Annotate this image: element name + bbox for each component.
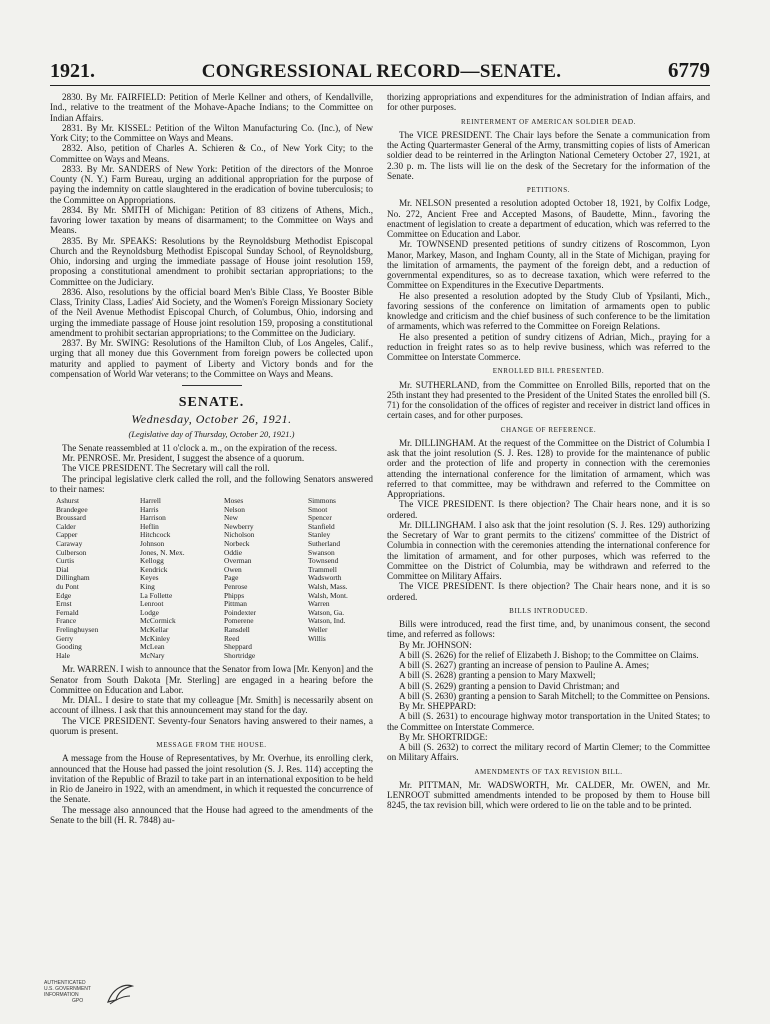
legislative-day: (Legislative day of Thursday, October 20, 1921.) xyxy=(128,428,295,439)
section-heading: PETITIONS. xyxy=(526,186,571,194)
record-page xyxy=(50,58,710,825)
senator-name: Spencer xyxy=(308,513,332,523)
senator-name: Oddie xyxy=(224,547,243,557)
senator-name: du Pont xyxy=(56,581,79,591)
paragraph: 2837. By Mr. SWING: Resolutions of the Hamilton Club, of Los Angeles, Calif., urging that all money due this Government from foreign powers be collected upon maturity and applied to payment of Liberty and Victory bonds and for the compensation of World War veterans; to the Committee on Ways and Means. xyxy=(50,338,373,379)
senator-name: McKellar xyxy=(140,624,169,634)
paragraph: A bill (S. 2632) to correct the military record of Martin Clemer; to the Committee on Military Affairs. xyxy=(387,742,710,763)
session-date: Wednesday, October 26, 1921. xyxy=(131,412,292,427)
seal-line: INFORMATION xyxy=(44,992,79,998)
senator-name: Dial xyxy=(56,564,69,574)
paragraph: Mr. DILLINGHAM. I also ask that the joint resolution (S. J. Res. 129) authorizing the Secretary of War to grant permits to the citizens' committee of the District of Columbia in connection with the ceremonies attending the international conference for the limitation of armament, and for other purposes, which was referred to the Committee on the District of Columbia, may be withdrawn and referred to the Committee on Military Affairs. xyxy=(387,519,710,581)
senator-name: Keyes xyxy=(140,573,159,583)
page-header xyxy=(50,58,710,86)
paragraph: 2835. By Mr. SPEAKS: Resolutions by the Reynoldsburg Methodist Episcopal Church and the Reynoldsburg Methodist Episcopal Sunday School, of Reynoldsburg, Ohio, indorsing and urging the immediate passage of House joint resolution 159, proposing a constitutional amendment to prohibit sectarian appropriations; to the Committee on the Judiciary. xyxy=(50,235,373,287)
left-column xyxy=(50,92,373,825)
senator-name: Harrell xyxy=(140,496,161,505)
senator-name: Page xyxy=(224,573,239,583)
paragraph: The VICE PRESIDENT. Is there objection? The Chair hears none, and it is so ordered. xyxy=(387,499,710,520)
eagle-seal-icon xyxy=(104,980,134,1008)
senator-name: Edge xyxy=(56,590,72,600)
senator-name: Walsh, Mass. xyxy=(308,581,348,591)
paragraph: A bill (S. 2626) for the relief of Elizabeth J. Bishop; to the Committee on Claims. xyxy=(399,649,699,660)
senator-name: France xyxy=(56,616,77,626)
gpo-authentication-seal xyxy=(44,980,134,1004)
section-heading: AMENDMENTS OF TAX REVISION BILL. xyxy=(474,767,623,776)
senator-name: Lenroot xyxy=(140,599,164,609)
page-number: 6779 xyxy=(668,58,710,82)
senator-name: Watson, Ind. xyxy=(308,616,346,626)
senator-name: Penrose xyxy=(224,581,248,591)
senator-name: Ashurst xyxy=(56,496,79,505)
senator-name: Calder xyxy=(56,521,76,531)
section-heading: BILLS INTRODUCED. xyxy=(509,606,588,615)
senator-name: Poindexter xyxy=(224,607,257,617)
roll-column xyxy=(56,497,140,660)
paragraph: The Senate reassembled at 11 o'clock a. m., on the expiration of the recess. xyxy=(62,442,338,453)
senator-name: Sheppard xyxy=(224,642,252,652)
senator-name: Shortridge xyxy=(224,650,256,660)
paragraph: A bill (S. 2630) granting a pension to Sarah Mitchell; to the Committee on Pensions. xyxy=(399,690,710,701)
paragraph: The principal legislative clerk called the roll, and the following Senators answered to their names: xyxy=(50,473,373,494)
senator-name: Simmons xyxy=(308,496,336,505)
senator-name: Warren xyxy=(308,599,330,609)
paragraph: The VICE PRESIDENT. The Secretary will call the roll. xyxy=(62,463,270,474)
paragraph: The VICE PRESIDENT. Seventy-four Senators having answered to their names, a quorum is present. xyxy=(50,715,373,736)
paragraph: A bill (S. 2631) to encourage highway motor transportation in the United States; to the Committee on Interstate Commerce. xyxy=(387,711,710,732)
paragraph: 2834. By Mr. SMITH of Michigan: Petition of 83 citizens of Athens, Mich., favoring lower taxation by means of disarmament; to the Committee on Ways and Means. xyxy=(50,204,373,236)
paragraph: By Mr. JOHNSON: xyxy=(399,639,472,650)
paragraph: He also presented a petition of sundry citizens of Adrian, Mich., praying for a reduction in freight rates so as to help revive business, which was referred to the Committee on Interstate Commerce. xyxy=(387,331,710,362)
senator-name: Heflin xyxy=(140,521,159,531)
seal-line: U.S. GOVERNMENT xyxy=(44,986,91,992)
paragraph: Mr. DIAL. I desire to state that my colleague [Mr. Smith] is necessarily absent on account of illness. I ask that this announcement may stand for the day. xyxy=(50,695,373,716)
senator-name: Hale xyxy=(56,650,70,660)
paragraph: The VICE PRESIDENT. The Chair lays before the Senate a communication from the Acting Quartermaster General of the Army, transmitting copies of lists of American soldier dead to be reinterred in the Arlington National Cemetery October 27, 1921, at 2.30 p. m. The lists will lie on the desk of the Secretary for the information of the Senate. xyxy=(387,129,710,181)
senator-name: Kendrick xyxy=(140,564,168,574)
senator-name: New xyxy=(224,513,238,523)
senator-name: Harris xyxy=(140,504,159,514)
paragraph: 2836. Also, resolutions by the official board Men's Bible Class, Ye Booster Bible Class, Trinity Class, Ladies' Aid Society, and the Women's Foreign Missionary Society of the Neil Avenue Methodist Episcopal Church, of Columbus, Ohio, indorsing and urging the immediate passage of House joint resolution 159, proposing a constitutional amendment to prohibit sectarian appropriations; to the Committee on the Judiciary. xyxy=(50,286,373,338)
senator-name: Brandegee xyxy=(56,504,88,514)
senator-name: Owen xyxy=(224,564,242,574)
senator-name: Trammell xyxy=(308,564,337,574)
senator-name: Ransdell xyxy=(224,624,250,634)
paragraph: Mr. PITTMAN, Mr. WADSWORTH, Mr. CALDER, Mr. OWEN, and Mr. LENROOT submitted amendments intended to be proposed by them to House bill 8245, the tax revision bill, which were ordered to lie on the table and to be printed. xyxy=(387,779,710,811)
paragraph: The VICE PRESIDENT. Is there objection? The Chair hears none, and it is so ordered. xyxy=(387,581,710,602)
paragraph: He also presented a resolution adopted by the Study Club of Ypsilanti, Mich., favoring sessions of the conference on limitation of armaments open to public knowledge and criticism and the chief business of such conference to be the limitation of armaments, which was referred to the Committee on Foreign Relations. xyxy=(387,290,710,332)
senator-name: Pittman xyxy=(224,599,247,609)
senator-name: Gooding xyxy=(56,642,82,652)
paragraph: A bill (S. 2629) granting a pension to David Christman; and xyxy=(399,680,620,691)
paragraph: 2830. By Mr. FAIRFIELD: Petition of Merle Kellner and others, of Kendallville, Ind., relative to the treatment of the Mohave-Apache Indians; to the Committee on Indian Affairs. xyxy=(50,92,373,123)
senator-name: Frelinghuysen xyxy=(56,624,99,634)
senator-name: King xyxy=(140,581,155,591)
senator-name: McCormick xyxy=(140,616,176,626)
publication-title: CONGRESSIONAL RECORD—SENATE. xyxy=(201,61,562,82)
divider xyxy=(182,385,242,386)
senator-name: Ernst xyxy=(56,599,72,609)
paragraph: Mr. WARREN. I wish to announce that the Senator from Iowa [Mr. Kenyon] and the Senator from South Dakota [Mr. Sterling] are engaged in a hearing before the Committee on Education and Labor. xyxy=(50,664,373,695)
paragraph: A bill (S. 2627) granting an increase of pension to Pauline A. Ames; xyxy=(399,660,650,670)
senator-name: Hitchcock xyxy=(140,530,171,540)
senator-name: Culberson xyxy=(56,547,87,557)
roll-column xyxy=(140,497,224,660)
paragraph: 2832. Also, petition of Charles A. Schieren & Co., of New York City; to the Committee on Ways and Means. xyxy=(50,143,373,164)
senator-name: McNary xyxy=(140,650,165,660)
paragraph: Mr. SUTHERLAND, from the Committee on Enrolled Bills, reported that on the 25th instant they had presented to the President of the United States the enrolled bill (S. 71) for the consolidation of the offices of register and receiver in district land offices in certain cases, and for other purposes. xyxy=(387,379,710,421)
senator-name: Fernald xyxy=(56,607,79,617)
right-column xyxy=(387,92,710,825)
paragraph: Mr. DILLINGHAM. At the request of the Committee on the District of Columbia I ask that the joint resolution (S. J. Res. 128) to provide for the maintenance of public order and the protection of life and property in connection with the ceremonies attending the international conference for the limitation of armament, which was referred to that committee, may be withdrawn and referred to the Committee on Appropriations. xyxy=(387,437,710,499)
senator-name: La Follette xyxy=(140,590,173,600)
paragraph: Mr. NELSON presented a resolution adopted October 18, 1921, by Colfix Lodge, No. 272, Ancient Free and Accepted Masons, of Baudette, Minn., favoring the enactment of legislation to create a department of education, which was referred to the Committee on Education and Labor. xyxy=(387,198,710,239)
paragraph: By Mr. SHEPPARD: xyxy=(399,701,477,711)
senator-name: Caraway xyxy=(56,538,83,548)
senator-name: Nicholson xyxy=(224,530,255,540)
senator-name: Norbeck xyxy=(224,538,250,548)
senator-name: Lodge xyxy=(140,607,159,617)
senator-name: Willis xyxy=(308,633,326,643)
seal-line: AUTHENTICATED xyxy=(44,980,86,986)
roll-call-list xyxy=(56,497,373,660)
senator-name: Overman xyxy=(224,556,252,566)
paragraph: Mr. PENROSE. Mr. President, I suggest the absence of a quorum. xyxy=(62,453,305,463)
year: 1921. xyxy=(50,60,95,82)
senator-name: Townsend xyxy=(308,556,339,566)
paragraph: thorizing appropriations and expenditures for the administration of Indian affairs, and for other purposes. xyxy=(387,92,710,113)
paragraph: 2833. By Mr. SANDERS of New York: Petition of the directors of the Monroe County (N. Y.) Farm Bureau, urging an additional appropriation for the purpose of paying the indemnity on cattle slaughtered in the eradication of bovine tuberculosis; to the Committee on Appropriations. xyxy=(50,163,373,205)
senator-name: Capper xyxy=(56,530,78,540)
senator-name: Dillingham xyxy=(56,573,90,583)
senator-name: Newberry xyxy=(224,521,254,531)
paragraph: By Mr. SHORTRIDGE: xyxy=(399,731,488,742)
senator-name: Phipps xyxy=(224,590,245,600)
paragraph: The message also announced that the House had agreed to the amendments of the Senate to the bill (H. R. 7848) au- xyxy=(50,804,373,825)
senator-name: Nelson xyxy=(224,504,245,514)
senator-name: Walsh, Mont. xyxy=(308,590,348,600)
paragraph: A bill (S. 2628) granting a pension to Mary Maxwell; xyxy=(399,670,596,681)
section-heading: MESSAGE FROM THE HOUSE. xyxy=(156,741,267,750)
senator-name: Reed xyxy=(224,633,240,643)
senator-name: Gerry xyxy=(56,633,74,643)
senator-name: Sutherland xyxy=(308,538,341,548)
senator-name: McKinley xyxy=(140,633,170,643)
senator-name: Moses xyxy=(224,496,244,505)
paragraph: A message from the House of Representatives, by Mr. Overhue, its enrolling clerk, announced that the House had passed the joint resolution (S. J. Res. 114) accepting the invitation of the Republic of Brazil to take part in an international exposition to be held in Rio de Janeiro in 1922, with an amendment, in which it requested the concurrence of the Senate. xyxy=(50,753,373,805)
senator-name: Watson, Ga. xyxy=(308,607,345,617)
section-heading: CHANGE OF REFERENCE. xyxy=(500,425,597,434)
senator-name: Smoot xyxy=(308,504,328,514)
senator-name: Curtis xyxy=(56,556,75,566)
senator-name: Pomerene xyxy=(224,616,254,626)
senator-name: Wadsworth xyxy=(308,573,342,583)
seal-line: GPO xyxy=(72,998,84,1004)
paragraph: 2831. By Mr. KISSEL: Petition of the Wilton Manufacturing Co. (Inc.), of New York City; to the Committee on Ways and Means. xyxy=(50,122,373,143)
senator-name: Broussard xyxy=(56,513,86,523)
senator-name: Johnson xyxy=(140,538,165,548)
paragraph: Mr. TOWNSEND presented petitions of sundry citizens of Roscommon, Lyon Manor, Markey, Mason, and Ingham County, all in the State of Michigan, praying for the limitation of armaments, the payment of the foreign debt, and a reduction of governmental expenditures, so as to decrease taxation, which were referred to the Committee on Expenditures in the Executive Departments. xyxy=(387,239,710,291)
senator-name: Stanley xyxy=(308,530,331,540)
roll-column xyxy=(308,497,378,660)
senator-name: McLean xyxy=(140,642,165,652)
senator-name: Stanfield xyxy=(308,521,335,531)
senate-heading: SENATE. xyxy=(178,395,245,410)
senator-name: Harrison xyxy=(140,513,166,523)
section-heading: ENROLLED BILL PRESENTED. xyxy=(492,367,605,376)
senator-name: Weller xyxy=(308,624,328,634)
paragraph: Bills were introduced, read the first time, and, by unanimous consent, the second time, and referred as follows: xyxy=(387,619,710,640)
senator-name: Swanson xyxy=(308,547,335,557)
roll-column xyxy=(224,497,308,660)
senator-name: Kellogg xyxy=(140,556,164,566)
section-heading: REINTERMENT OF AMERICAN SOLDIER DEAD. xyxy=(460,117,637,126)
senator-name: Jones, N. Mex. xyxy=(140,547,185,557)
